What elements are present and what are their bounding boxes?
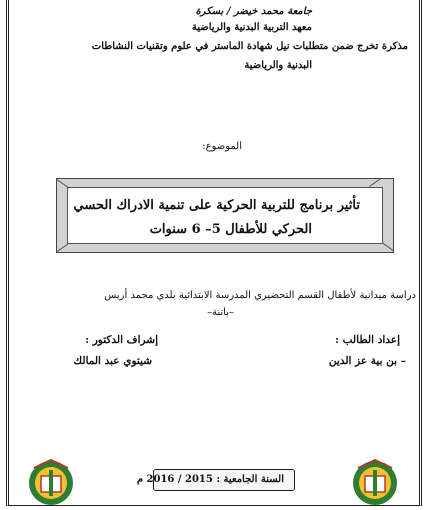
page-frame <box>6 0 422 506</box>
study-location: –باتنة– <box>207 307 234 318</box>
memo-description-line2: البدنية والرياضية <box>244 60 312 71</box>
bevel-corner-tr <box>369 178 381 187</box>
academic-year-box <box>136 469 295 491</box>
study-description: دراسة ميدانية لأطفال القسم التحضيري المدرسة الابتدائية بلدي محمد أريس <box>104 290 416 301</box>
title-line-2: الحركي للأطفال 5– 6 سنوات <box>149 222 312 237</box>
title-line-1: تأثير برنامج للتربية الحركية على تنمية الادراك الحسي <box>73 198 360 213</box>
prepared-by-label: إعداد الطالب : <box>335 334 400 346</box>
subject-label: الموضوع: <box>202 141 242 152</box>
bevel-corner-br <box>382 242 394 251</box>
university-emblem-icon <box>350 456 400 510</box>
supervisor-name: شيتوي عبد المالك <box>73 355 152 367</box>
university-emblem-icon <box>26 456 76 510</box>
bevel-corner-bl <box>57 243 69 252</box>
title-box <box>56 178 394 253</box>
title-inner <box>67 187 383 244</box>
student-name: – بن بية عز الدين <box>328 355 406 367</box>
academic-year: السنة الجامعية : 2015 / 2016 م <box>136 474 284 485</box>
university-name: جامعة محمد خيضر / بسكرة <box>195 6 312 17</box>
institute-name: معهد التربية البدنية والرياضية <box>191 22 312 33</box>
memo-description-line1: مذكرة تخرج ضمن متطلبات نيل شهادة الماستر في علوم وتقنيات النشاطات <box>91 41 408 52</box>
supervisor-label: إشراف الدكتور : <box>85 334 158 346</box>
